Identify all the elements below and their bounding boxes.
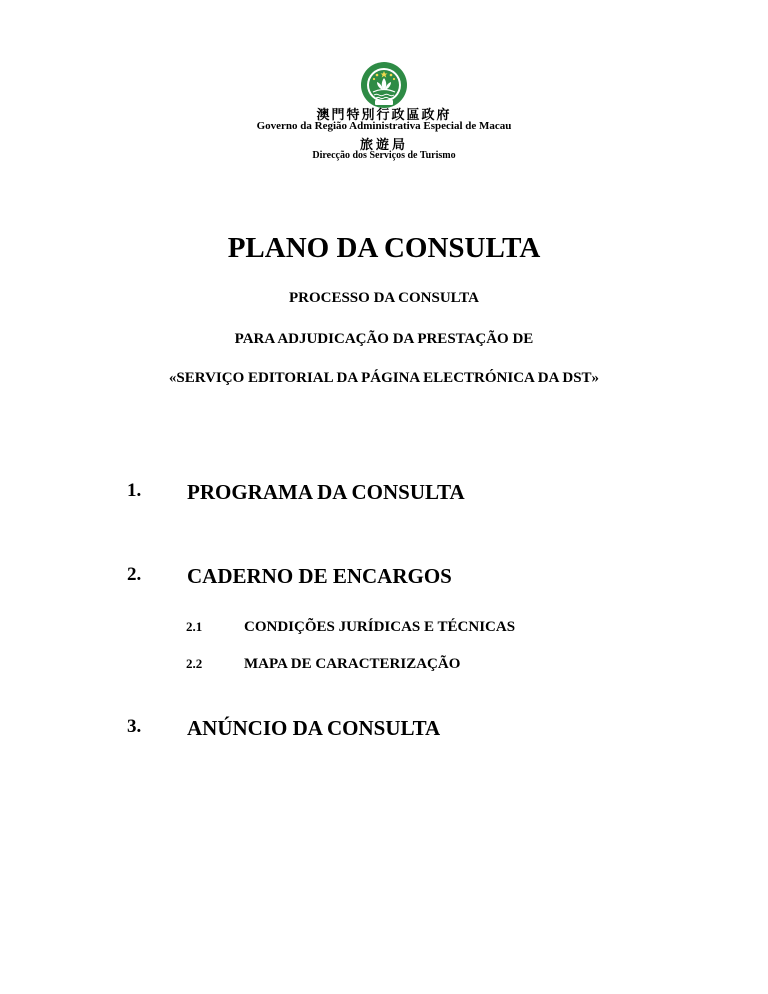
subtitle-line-2: PARA ADJUDICAÇÃO DA PRESTAÇÃO DE [234,331,534,347]
subtitle-line-3: «SERVIÇO EDITORIAL DA PÁGINA ELECTRÓNICA DA DST» [168,370,600,386]
department-name-portuguese: Direcção dos Serviços de Turismo [312,150,456,161]
subsection-2-1-number: 2.1 [186,619,203,634]
section-2-number: 2. [127,564,142,585]
macau-sar-emblem-icon [353,60,415,110]
document-title: PLANO DA CONSULTA [227,232,541,264]
government-name-portuguese: Governo da Região Administrativa Especial de Macau [256,120,512,132]
subtitle-line-1: PROCESSO DA CONSULTA [288,290,480,306]
subsection-2-2-number: 2.2 [186,656,203,671]
subsection-2-2-label: MAPA DE CARACTERIZAÇÃO [244,656,461,672]
government-name-chinese: 澳門特別行政區政府 [316,107,452,122]
department-name-chinese: 旅遊局 [359,137,408,152]
section-3-number: 3. [127,716,142,737]
section-1-number: 1. [127,480,142,501]
section-3-label: ANÚNCIO DA CONSULTA [187,716,441,740]
section-1-label: PROGRAMA DA CONSULTA [187,480,465,504]
section-2-label: CADERNO DE ENCARGOS [187,564,452,588]
subsection-2-1-label: CONDIÇÕES JURÍDICAS E TÉCNICAS [244,619,516,635]
